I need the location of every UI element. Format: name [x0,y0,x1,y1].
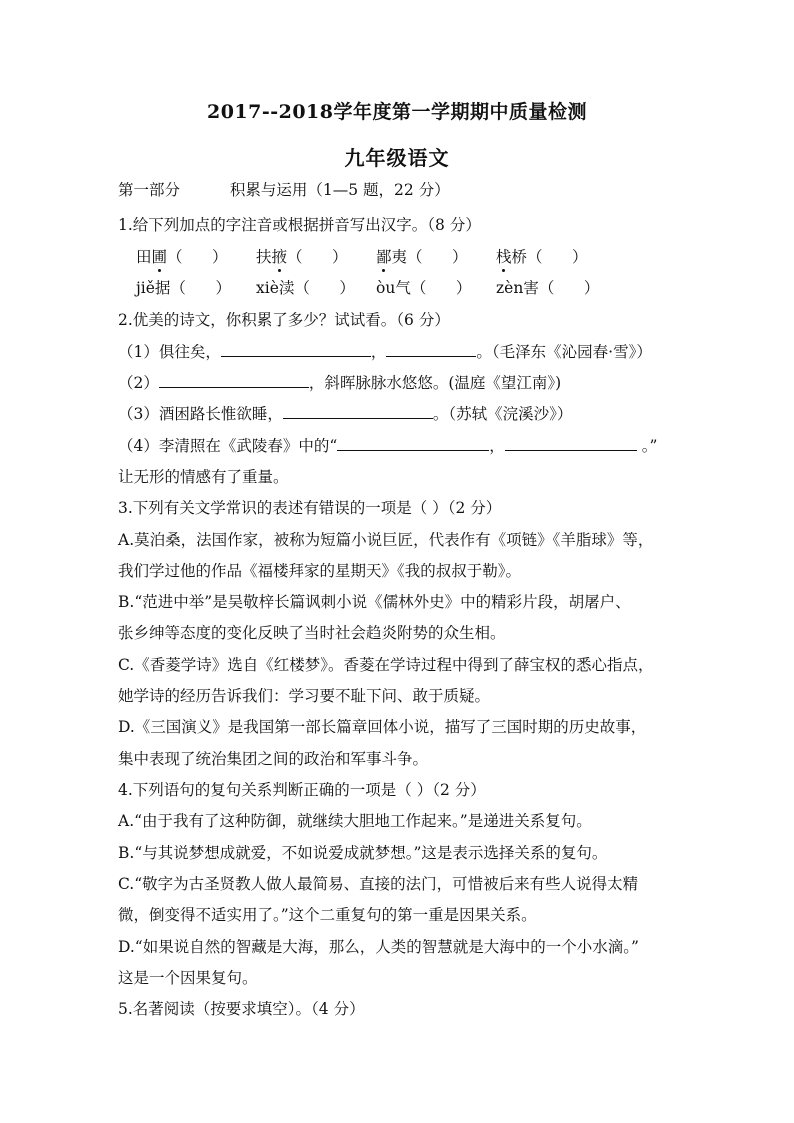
emphasis-dot [502,269,505,272]
q5-stem: 5.名著阅读（按要求填空）。（4 分） [118,1000,365,1018]
q2-line3 [118,404,572,424]
q3-option-b-cont: 张乡绅等态度的变化反映了当时社会趋炎附势的众生相。 [118,624,506,642]
q1-item: jiě据（ ） [136,279,231,297]
q1-row2 [136,278,616,298]
section-heading [118,180,450,200]
emphasis-dot [278,269,281,272]
q3-stem: 3.下列有关文学常识的表述有错误的一项是（ ）（2 分） [118,499,502,517]
q2-line4 [118,436,657,456]
q4-option-c: C.“敬字为古圣贤教人做人最简易、直接的法门，可惜被后来有些人说得太精 [118,875,639,893]
q2-text: 。（苏轼《浣溪沙》） [432,405,573,423]
answer-blank[interactable] [159,373,309,388]
q2-text: ， [370,343,387,361]
q2-text: ，斜晖脉脉水悠悠。(温庭《望江南》) [308,374,562,392]
section-label: 第一部分 [118,181,181,199]
answer-blank[interactable] [283,404,433,419]
q1-item: 栈桥（ ） [496,248,588,266]
q3-option-c: C.《香菱学诗》选自《红楼梦》。香菱在学诗过程中得到了薛宝权的悉心指点， [118,656,654,674]
q1-item: 田圃（ ） [136,248,228,266]
q2-line2 [118,373,561,393]
q3-option-b: B.“范进中举”是吴敬梓长篇讽刺小说《儒林外史》中的精彩片段，胡屠户、 [118,593,631,611]
emphasis-dot [158,269,161,272]
q4-option-a: A.“由于我有了这种防御，就继续大胆地工作起来。”是递进关系复句。 [118,812,592,830]
q4-option-d-cont: 这是一个因果复句。 [118,969,258,987]
q1-row1 [136,247,616,267]
q2-stem: 2.优美的诗文，你积累了多少？试试看。（6 分） [118,311,450,329]
q1-stem: 1.给下列加点的字注音或根据拼音写出汉字。（8 分） [118,216,481,234]
q2-text: ， [489,437,505,455]
q4-stem: 4.下列语句的复句关系判断正确的一项是（ ）（2 分） [118,781,486,799]
q2-text: 。（毛泽东《沁园春·雪》） [476,343,652,361]
q4-option-d: D.“如果说自然的智藏是大海，那么，人类的智慧就是大海中的一个小水滴。” [118,938,639,956]
q1-item: xiè渎（ ） [256,279,355,297]
q3-option-a-cont: 我们学过他的作品《福楼拜家的星期天》《我的叔叔于勒》。 [118,562,522,580]
q2-line4-cont: 让无形的情感有了重量。 [118,468,289,486]
q2-line1 [118,342,652,362]
emphasis-dot [382,269,385,272]
q3-option-d-cont: 集中表现了统治集团之间的政治和军事斗争。 [118,750,429,768]
q3-option-a: A.莫泊桑，法国作家，被称为短篇小说巨匠，代表作有《项链》《羊脂球》等， [118,531,654,549]
answer-blank[interactable] [386,342,476,357]
q2-text: 。” [636,437,658,455]
q1-item: zèn害（ ） [496,279,600,297]
answer-blank[interactable] [337,436,489,451]
q4-option-c-cont: 微，倒变得不适实用了。”这个二重复句的第一重是因果关系。 [118,906,537,924]
exam-subtitle: 九年级语文 [344,146,450,170]
q2-text: （1）俱往矣， [118,343,221,361]
q3-option-d: D.《三国演义》是我国第一部长篇章回体小说，描写了三国时期的历史故事， [118,718,647,736]
q2-text: （3）酒困路长惟欲睡， [118,405,283,423]
answer-blank[interactable] [505,436,637,451]
q1-item: 扶掖（ ） [256,248,348,266]
q1-item: òu气（ ） [376,279,472,297]
q3-option-c-cont: 她学诗的经历告诉我们：学习要不耻下问、敢于质疑。 [118,687,491,705]
q2-text: （2） [118,374,159,392]
q4-option-b: B.“与其说梦想成就爱，不如说爱成就梦想。”这是表示选择关系的复句。 [118,844,608,862]
q1-item: 鄙夷（ ） [376,248,468,266]
answer-blank[interactable] [221,342,371,357]
q2-text: （4）李清照在《武陵春》中的“ [118,437,338,455]
section-desc: 积累与运用（1—5 题，22 分） [229,181,450,199]
exam-title: 2017--2018学年度第一学期期中质量检测 [206,101,588,123]
